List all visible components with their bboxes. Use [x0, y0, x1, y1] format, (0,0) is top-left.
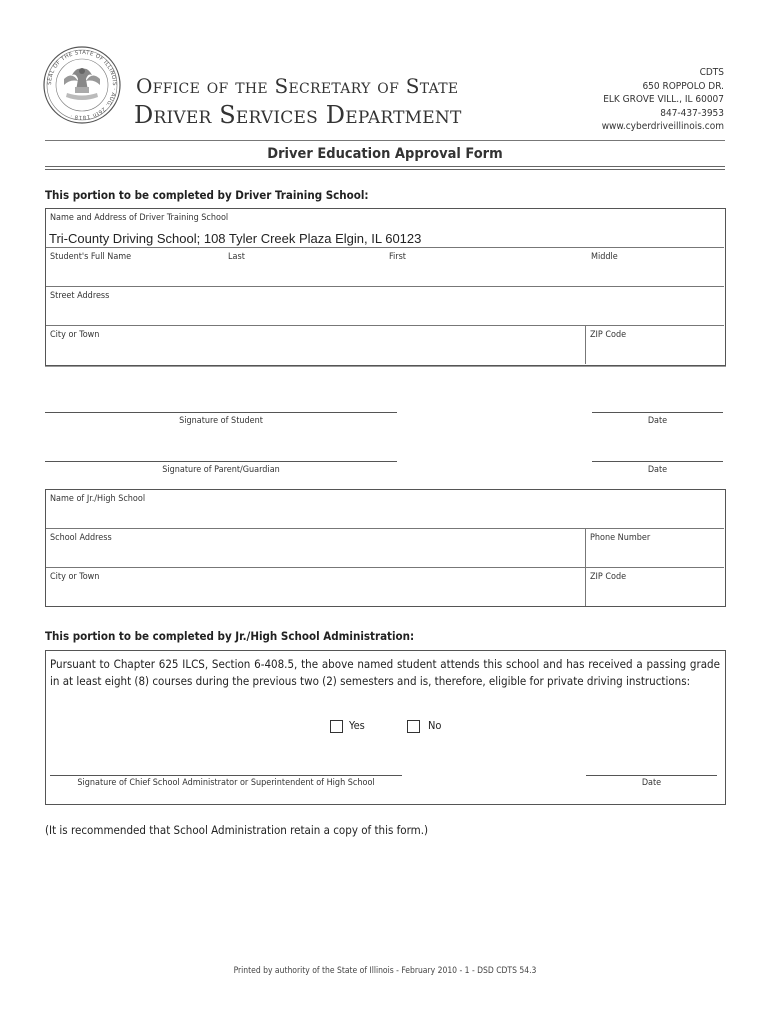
parent-date-label: Date	[647, 465, 668, 475]
website-link[interactable]: www.cyberdriveillinois.com	[601, 121, 724, 132]
address-line: ELK GROVE VILL., IL 60007	[603, 94, 724, 105]
admin-signature-line[interactable]	[50, 775, 402, 776]
department-address	[602, 66, 724, 134]
state-seal-icon	[42, 45, 122, 125]
section-title-high-school-admin: This portion to be completed by Jr./High School Administration:	[45, 629, 415, 643]
school-city-label: City or Town	[50, 572, 100, 582]
parent-signature-label: Signature of Parent/Guardian	[162, 465, 280, 475]
svg-text:SEAL OF THE STATE OF ILLINOIS: SEAL OF THE STATE OF ILLINOIS · AUG. 26th 1818 ·	[46, 49, 118, 121]
city-label: City or Town	[50, 330, 100, 340]
section-title-driver-school: This portion to be completed by Driver Training School:	[45, 188, 369, 202]
row-divider	[46, 567, 724, 568]
address-line: CDTS	[699, 67, 724, 78]
row-divider	[46, 286, 724, 287]
school-name-label: Name and Address of Driver Training School	[50, 213, 229, 223]
middle-name-label: Middle	[591, 252, 618, 262]
form-title: Driver Education Approval Form	[267, 146, 503, 162]
row-divider	[46, 528, 724, 529]
school-zip-label: ZIP Code	[590, 572, 627, 582]
yes-checkbox[interactable]	[330, 720, 343, 733]
first-name-label: First	[389, 252, 406, 262]
footer-print-authority: Printed by authority of the State of Illinois - February 2010 - 1 - DSD CDTS 54.3	[233, 966, 537, 976]
school-city-field[interactable]	[50, 585, 580, 603]
address-line: 650 ROPPOLO DR.	[642, 80, 724, 92]
retention-note: (It is recommended that School Administration retain a copy of this form.)	[45, 823, 429, 837]
title-divider	[45, 166, 725, 170]
parent-date-line[interactable]	[592, 461, 723, 462]
school-address-label: School Address	[50, 533, 112, 543]
last-name-label: Last	[228, 252, 245, 262]
box-shadow-line	[45, 366, 726, 367]
no-label: No	[428, 719, 442, 732]
row-divider	[46, 325, 724, 326]
admin-date-line[interactable]	[586, 775, 717, 776]
school-zip-field[interactable]	[590, 585, 720, 603]
city-field[interactable]	[50, 343, 580, 361]
student-signature-line[interactable]	[45, 412, 397, 413]
street-address-field[interactable]	[50, 304, 720, 324]
zip-field[interactable]	[590, 343, 720, 361]
zip-label: ZIP Code	[590, 330, 627, 340]
no-checkbox[interactable]	[407, 720, 420, 733]
student-date-line[interactable]	[592, 412, 723, 413]
parent-signature-line[interactable]	[45, 461, 397, 462]
street-address-label: Street Address	[50, 291, 110, 301]
yes-label: Yes	[349, 719, 365, 732]
high-school-name-label: Name of Jr./High School	[50, 494, 146, 504]
office-title: Office of the Secretary of State	[136, 74, 459, 98]
admin-date-label: Date	[641, 778, 662, 788]
phone-number-field[interactable]	[590, 546, 720, 566]
admin-signature-label: Signature of Chief School Administrator or Superintendent of High School	[77, 778, 375, 788]
school-address-field[interactable]	[50, 546, 580, 566]
header-divider	[45, 140, 725, 141]
student-date-label: Date	[647, 416, 668, 426]
row-divider	[46, 247, 724, 248]
column-divider	[585, 325, 586, 364]
phone-number-label: Phone Number	[590, 533, 651, 543]
student-name-field[interactable]	[50, 265, 720, 285]
high-school-name-field[interactable]	[50, 507, 720, 527]
student-signature-label: Signature of Student	[179, 416, 263, 426]
department-title: Driver Services Department	[134, 101, 462, 129]
address-line: 847-437-3953	[660, 107, 724, 119]
eligibility-statement: Pursuant to Chapter 625 ILCS, Section 6-408.5, the above named student attends this school and has received a passing grade in at least eight (8) courses during the previous two (2) semesters and is, therefore, eligible for private driving instructions:	[50, 657, 720, 688]
school-name-field[interactable]: Tri-County Driving School; 108 Tyler Creek Plaza Elgin, IL 60123	[49, 231, 422, 246]
student-full-name-label: Student's Full Name	[50, 252, 132, 262]
